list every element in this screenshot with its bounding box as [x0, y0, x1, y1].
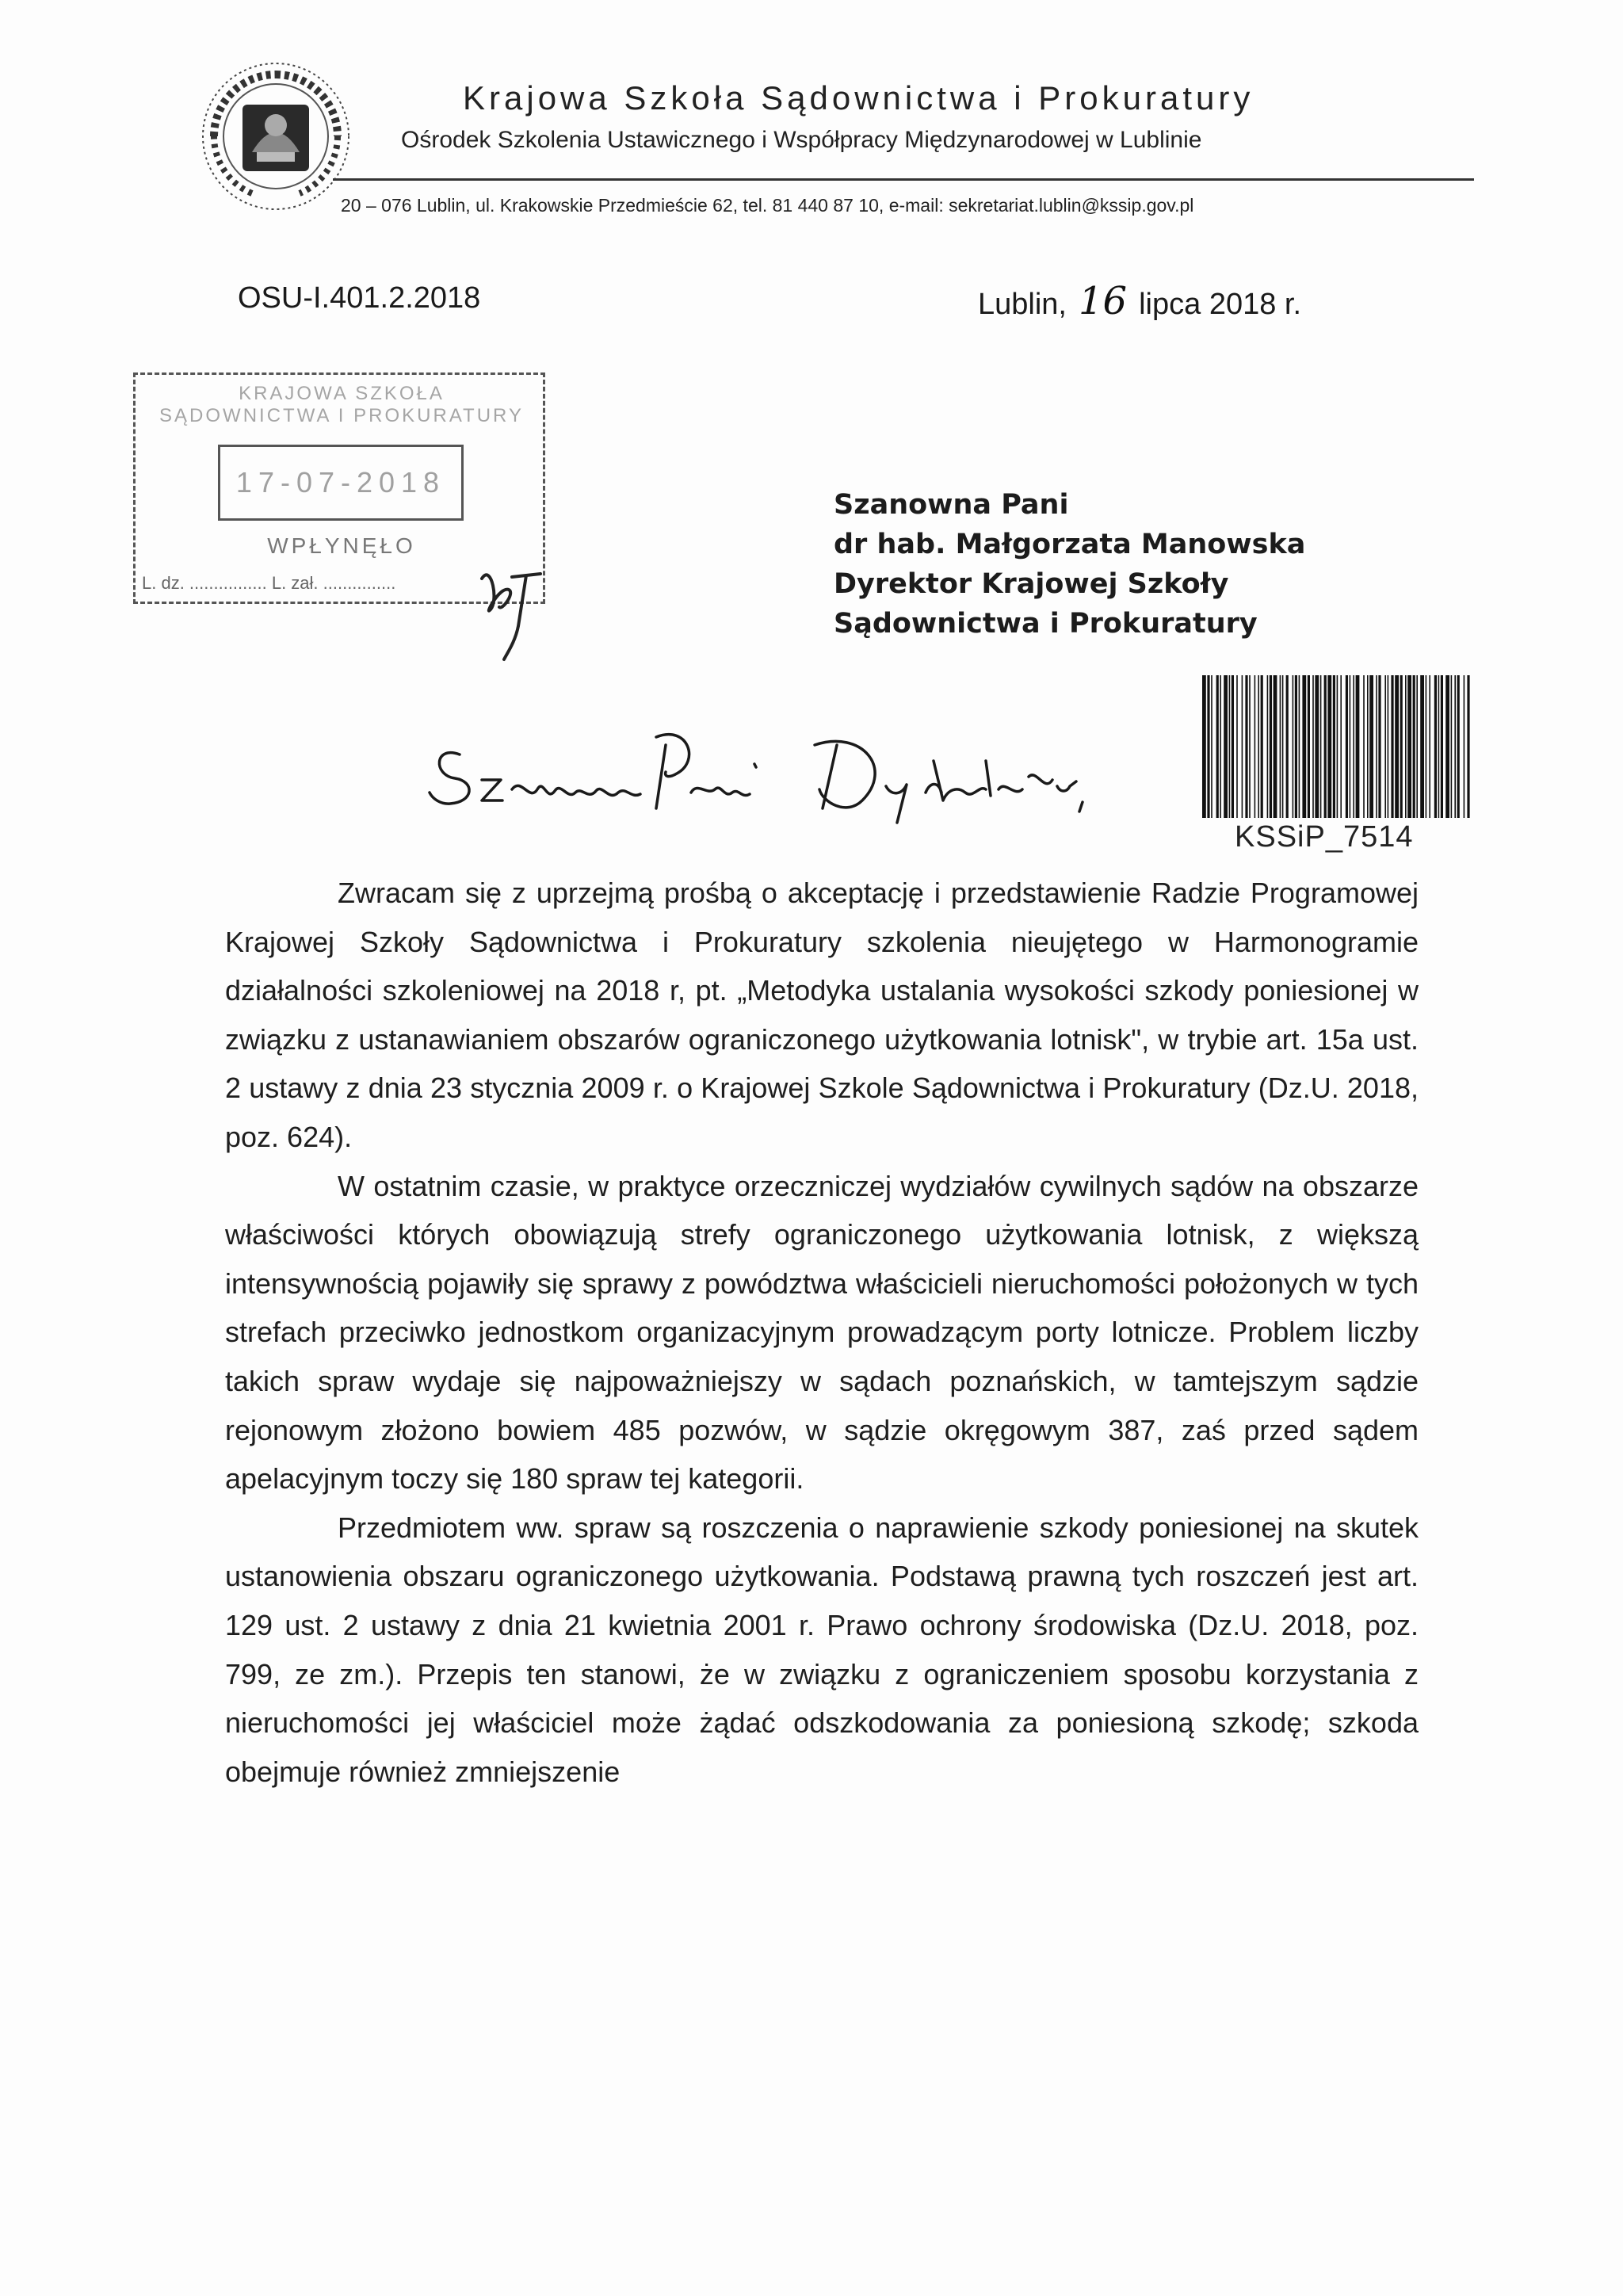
barcode-bar [1445, 675, 1449, 818]
barcode-bar [1258, 675, 1259, 818]
header-divider [333, 178, 1474, 181]
barcode-bar [1367, 675, 1369, 818]
stamp-initials-signature-icon [468, 555, 555, 666]
addressee-salutation: Szanowna Pani [834, 489, 1069, 521]
barcode-bar [1220, 675, 1221, 818]
barcode-bar [1286, 675, 1289, 818]
barcode-bar [1320, 675, 1322, 818]
barcode-bar [1229, 675, 1231, 818]
addressee-institution: Sądownictwa i Prokuratury [834, 608, 1258, 640]
barcode-bar [1308, 675, 1310, 818]
reference-number: OSU-I.401.2.2018 [238, 281, 481, 315]
barcode-bar [1207, 675, 1209, 818]
barcode-bar [1353, 675, 1354, 818]
date-day-handwritten: 16 [1079, 279, 1128, 323]
barcode-bar [1429, 675, 1430, 818]
date-prefix: Lublin, [978, 288, 1067, 321]
barcode-bar [1340, 675, 1342, 818]
barcode-bar [1350, 675, 1351, 818]
barcode-bar [1467, 675, 1469, 818]
institution-name: Krajowa Szkoła Sądownictwa i Prokuratury [463, 79, 1254, 117]
barcode-bar [1280, 675, 1281, 818]
barcode-bar [1454, 675, 1456, 818]
barcode-bar [1413, 675, 1415, 818]
addressee-block [834, 485, 1305, 644]
barcode-bar [1356, 675, 1360, 818]
barcode-bar [1236, 675, 1238, 818]
barcode-bar [1327, 675, 1331, 818]
barcode-bar [1267, 675, 1269, 818]
barcode-bar [1376, 675, 1377, 818]
barcode-bar [1216, 675, 1219, 818]
barcode-bar [1242, 675, 1243, 818]
barcode-bar [1441, 675, 1443, 818]
barcode-bar [1211, 675, 1212, 818]
barcode-bar [1395, 675, 1399, 818]
barcode-bar [1312, 675, 1314, 818]
barcode-bar [1202, 675, 1206, 818]
barcode-bar [1400, 675, 1403, 818]
barcode-bar [1363, 675, 1365, 818]
letter-date [978, 279, 1301, 323]
barcode-bar [1451, 675, 1453, 818]
barcode-bar [1315, 675, 1319, 818]
addressee-name: dr hab. Małgorzata Manowska [834, 529, 1306, 560]
barcode-bar [1302, 675, 1306, 818]
stamp-received-label: WPŁYNĘŁO [267, 533, 416, 558]
body-paragraph: W ostatnim czasie, w praktyce orzeczniczej wydziałów cywilnych sądów na obszarze właściwości których obowiązują strefy ograniczonego użytkowania lotnisk, z większą intensywnością pojawiły się sprawy z powództwa właścicieli nieruchomości położonych w tych strefach przeciwko jednostkom organizacyjnym prowadzącym porty lotnicze. Problem liczby takich spraw wydaje się najpoważniejszy w sądach poznańskich, w tamtejszym sądzie rejonowym złożono bowiem 485 pozwów, w sądzie okręgowym 387, zaś przed sądem apelacyjnym toczy się 180 spraw tej kategorii. [225, 1169, 1419, 1496]
barcode-bar [1224, 675, 1228, 818]
barcode-bar [1261, 675, 1263, 818]
barcode-bar [1270, 675, 1272, 818]
date-suffix: lipca 2018 r. [1139, 288, 1302, 321]
addressee-title: Dyrektor Krajowej Szkoły [834, 568, 1229, 600]
barcode-bar [1391, 675, 1393, 818]
barcode-bar [1282, 675, 1284, 818]
stamp-date-box [218, 445, 464, 521]
barcode-bar [1434, 675, 1437, 818]
barcode-bar [1405, 675, 1407, 818]
barcode-bar [1464, 675, 1465, 818]
barcode-bar [1378, 675, 1381, 818]
barcode-bar [1232, 675, 1234, 818]
handwritten-salutation-signature-icon [418, 713, 1155, 824]
letter-body [225, 869, 1419, 1796]
barcode-bar [1369, 675, 1373, 818]
barcode-bar [1438, 675, 1440, 818]
barcode-bar [1295, 675, 1297, 818]
barcode-bar [1293, 675, 1294, 818]
department-name: Ośrodek Szkolenia Ustawicznego i Współpracy Międzynarodowej w Lublinie [401, 127, 1202, 153]
barcode-bar [1420, 675, 1424, 818]
barcode-bar [1346, 675, 1348, 818]
barcode-bar [1299, 675, 1300, 818]
body-paragraph: Przedmiotem ww. spraw są roszczenia o naprawienie szkody poniesionej na skutek ustanowienia obszaru ograniczonego użytkowania. Podstawą prawną tych roszczeń jest art. 129 ust. 2 ustawy z dnia 21 kwietnia 2001 r. Prawo ochrony środowiska (Dz.U. 2018, poz. 799, ze zm.). Przepis ten stanowi, że w związku z ograniczeniem sposobu korzystania z nieruchomości jej właściciel może żądać odszkodowania za poniesioną szkodę; szkoda obejmuje również zmniejszenie [225, 1511, 1419, 1788]
barcode-bar [1457, 675, 1460, 818]
barcode-bar [1333, 675, 1335, 818]
stamp-footer: L. dz. ................ L. zał. ............... [142, 573, 396, 593]
barcode-bar [1249, 675, 1251, 818]
body-paragraph: Zwracam się z uprzejmą prośbą o akceptację i przedstawienie Radzie Programowej Krajowej Szkoły Sądownictwa i Prokuratury szkolenia nieujętego w Harmonogramie działalności szkoleniowej na 2018 r, pt. „Metodyka ustalania wysokości szkody poniesionej w związku z ustanawianiem obszarów ograniczonego użytkowania lotnisk", w trybie art. 15a ust. 2 ustawy z dnia 23 stycznia 2009 r. o Krajowej Szkole Sądownictwa i Prokuratury (Dz.U. 2018, poz. 624). [225, 877, 1419, 1153]
barcode-bar [1254, 675, 1256, 818]
stamp-date: 17-07-2018 [235, 466, 446, 499]
barcode-bar [1416, 675, 1418, 818]
barcode-bar [1384, 675, 1386, 818]
court-school-seal-logo-icon [197, 57, 355, 216]
barcode-bar [1388, 675, 1389, 818]
barcode-bar [1245, 675, 1247, 818]
institution-address: 20 – 076 Lublin, ul. Krakowskie Przedmieście 62, tel. 81 440 87 10, e-mail: sekretariat.lublin@kssip.gov.pl [341, 195, 1194, 216]
stamp-header: KRAJOWA SZKOŁA SĄDOWNICTWA I PROKURATURY [159, 383, 524, 426]
document-barcode-icon [1201, 675, 1472, 818]
barcode-label: KSSiP_7514 [1235, 820, 1414, 854]
barcode-bar [1426, 675, 1427, 818]
barcode-bar [1407, 675, 1411, 818]
barcode-bar [1337, 675, 1338, 818]
barcode-bar [1324, 675, 1327, 818]
barcode-bar [1274, 675, 1277, 818]
